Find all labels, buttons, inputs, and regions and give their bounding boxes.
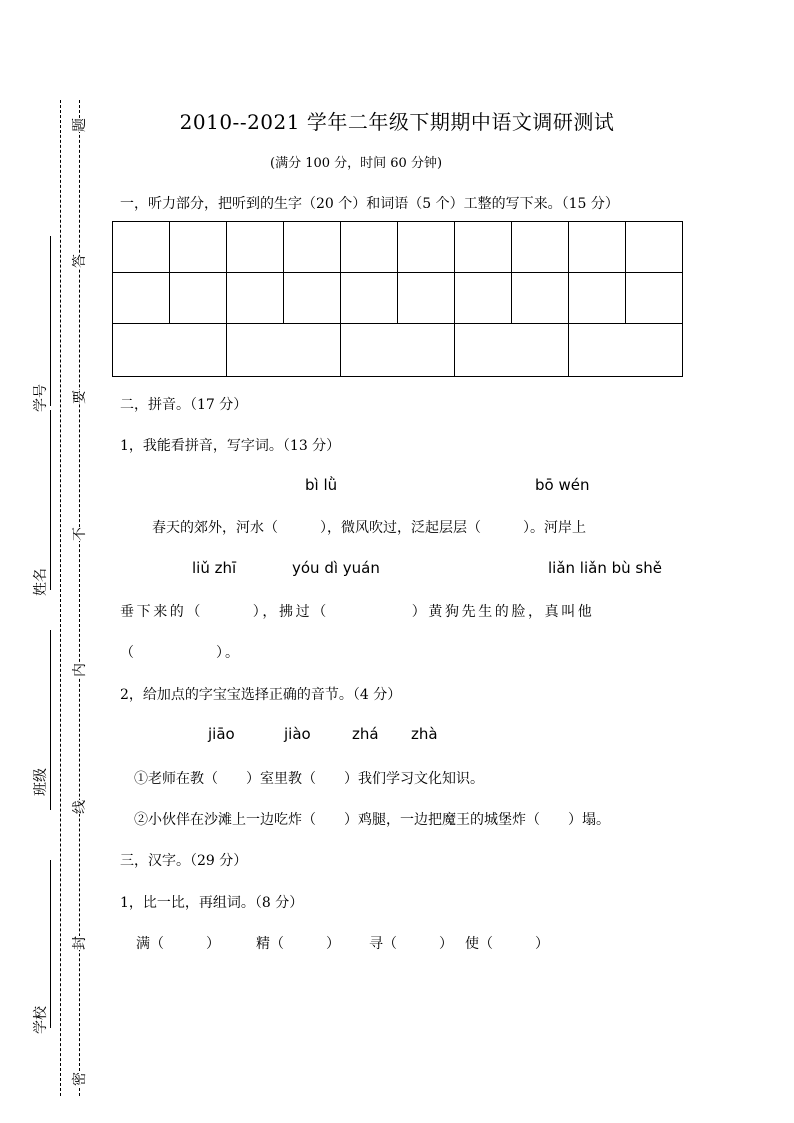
char-cell[interactable] [512, 222, 569, 273]
option-jiao4: jiào [284, 725, 311, 743]
char-cell[interactable] [227, 273, 284, 324]
page-title: 2010--2021 学年二年级下期期中语文调研测试 [179, 110, 615, 134]
pinyin-liuzhi: liǔ zhī [192, 559, 237, 577]
compare-item-xun: 寻（ ） [369, 936, 453, 952]
seal-char: 要 [69, 390, 89, 404]
sentence-1: 春天的郊外，河水（ ），微风吹过，泛起层层（ ）。河岸上 [152, 520, 586, 536]
name-label: 姓名 [33, 568, 49, 596]
section2-heading: 二，拼音。（17 分） [120, 397, 248, 413]
name-line[interactable] [50, 410, 51, 590]
word-cell[interactable] [113, 324, 227, 377]
compare-item-man: 满（ ） [136, 936, 220, 952]
char-cell[interactable] [626, 222, 683, 273]
option-jiao1: jiāo [208, 725, 235, 743]
char-cell[interactable] [341, 273, 398, 324]
seal-char: 线 [69, 800, 89, 814]
char-cell[interactable] [569, 273, 626, 324]
option-zha4: zhà [411, 725, 438, 743]
char-cell[interactable] [284, 222, 341, 273]
char-cell[interactable] [398, 273, 455, 324]
word-cell[interactable] [341, 324, 455, 377]
seal-char: 答 [69, 254, 89, 268]
char-cell[interactable] [170, 273, 227, 324]
student-id-label: 学号 [33, 384, 49, 412]
seal-char: 封 [69, 936, 89, 950]
section3-heading: 三，汉字。（29 分） [120, 853, 248, 869]
compare-item-shi: 使（ ） [465, 936, 549, 952]
dictation-grid [112, 221, 683, 377]
class-label: 班级 [33, 768, 49, 796]
seal-char: 内 [69, 663, 89, 677]
page-subtitle: (满分 100 分，时间 60 分钟) [270, 156, 443, 171]
char-cell[interactable] [512, 273, 569, 324]
binding-dashed-line-left [60, 100, 61, 1096]
q2-item-1: ①老师在教（ ）室里教（ ）我们学习文化知识。 [134, 771, 484, 787]
school-label: 学校 [33, 1006, 49, 1034]
seal-char: 不 [69, 527, 89, 541]
char-cell[interactable] [626, 273, 683, 324]
word-cell[interactable] [455, 324, 569, 377]
option-zha2: zhá [352, 725, 379, 743]
section2-q1-label: 1，我能看拼音，写字词。（13 分） [120, 438, 341, 454]
char-cell[interactable] [455, 273, 512, 324]
word-cell[interactable] [569, 324, 683, 377]
pinyin-bilv: bì lǜ [305, 476, 338, 494]
class-line[interactable] [50, 630, 51, 810]
char-cell[interactable] [398, 222, 455, 273]
sentence-2: 垂下来的（ ），拂过（ ）黄狗先生的脸，真叫他 [120, 604, 595, 620]
school-line[interactable] [50, 860, 51, 1028]
sentence-3: （ ）。 [120, 645, 241, 661]
char-cell[interactable] [113, 273, 170, 324]
pinyin-bowen: bō wén [535, 476, 590, 494]
char-cell[interactable] [227, 222, 284, 273]
pinyin-youdiyuan: yóu dì yuán [292, 559, 380, 577]
pinyin-lianlianbushe: liǎn liǎn bù shě [548, 559, 662, 577]
seal-char: 题 [69, 118, 89, 132]
q2-item-2: ②小伙伴在沙滩上一边吃炸（ ）鸡腿，一边把魔王的城堡炸（ ）塌。 [134, 812, 610, 828]
student-id-line[interactable] [50, 236, 51, 406]
section1-heading: 一，听力部分，把听到的生字（20 个）和词语（5 个）工整的写下来。（15 分） [120, 196, 619, 212]
char-cell[interactable] [455, 222, 512, 273]
char-cell[interactable] [341, 222, 398, 273]
section3-q1-label: 1，比一比，再组词。（8 分） [120, 895, 304, 911]
seal-char: 密 [69, 1072, 89, 1086]
char-cell[interactable] [284, 273, 341, 324]
char-cell[interactable] [170, 222, 227, 273]
section2-q2-label: 2，给加点的字宝宝选择正确的音节。（4 分） [120, 687, 402, 703]
word-cell[interactable] [227, 324, 341, 377]
char-cell[interactable] [113, 222, 170, 273]
compare-item-jing: 精（ ） [256, 936, 340, 952]
char-cell[interactable] [569, 222, 626, 273]
